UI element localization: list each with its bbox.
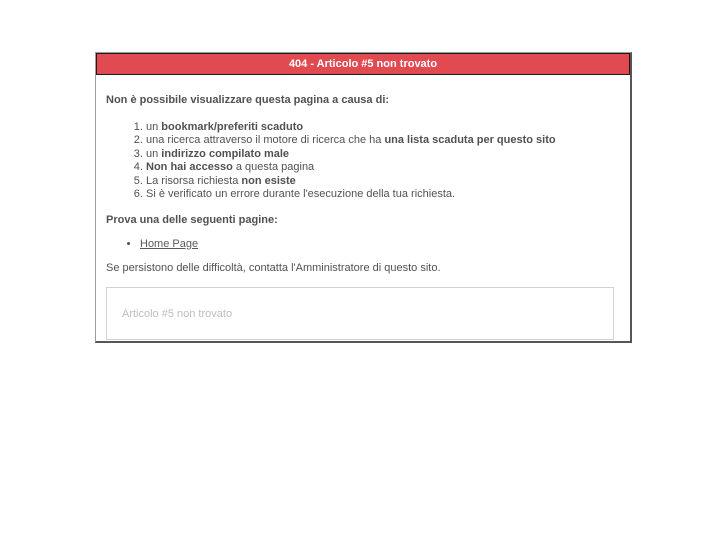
reason-2-pre: una ricerca attraverso il motore di ricerca che ha [146,134,385,146]
suggestion-heading: Prova una delle seguenti pagine: [106,213,278,226]
reason-4-bold: Non hai accesso [146,161,233,173]
reason-3-bold: indirizzo compilato male [161,147,290,160]
reason-1-pre: un [146,120,162,133]
error-reason-3 [146,148,620,162]
error-content [96,94,630,340]
error-title: 404 - Articolo #5 non trovato [288,58,438,70]
admin-contact-note: Se persistono delle difficoltà, contatta l'Amministratore di questo sito. [106,261,441,274]
reason-6-pre: Si è verificato un errore durante l'esecuzione della tua richiesta. [146,188,456,200]
error-message-text: Articolo #5 non trovato [122,308,233,320]
error-reason-5 [146,175,620,189]
error-header-bar [96,53,630,75]
reason-2-bold: una lista scaduta per questo sito [384,134,556,146]
reason-5-pre: La risorsa richiesta [146,174,242,187]
error-reason-4 [146,161,620,175]
error-reason-2 [146,134,620,148]
error-message-box [106,287,614,340]
reason-1-bold: bookmark/preferiti scaduto [161,120,304,133]
error-reasons-list [106,121,620,202]
reason-5-bold: non esiste [241,174,296,187]
error-reason-1 [146,121,620,135]
suggestion-links-list [106,238,620,252]
reason-4-post: a questa pagina [232,161,315,173]
error-reason-6 [146,188,620,202]
home-page-link[interactable]: Home Page [140,238,199,250]
error-intro: Non è possibile visualizzare questa pagina a causa di: [106,94,390,106]
reason-3-pre: un [146,147,162,160]
error-page-container [95,52,632,343]
suggestion-link-item [140,238,620,252]
